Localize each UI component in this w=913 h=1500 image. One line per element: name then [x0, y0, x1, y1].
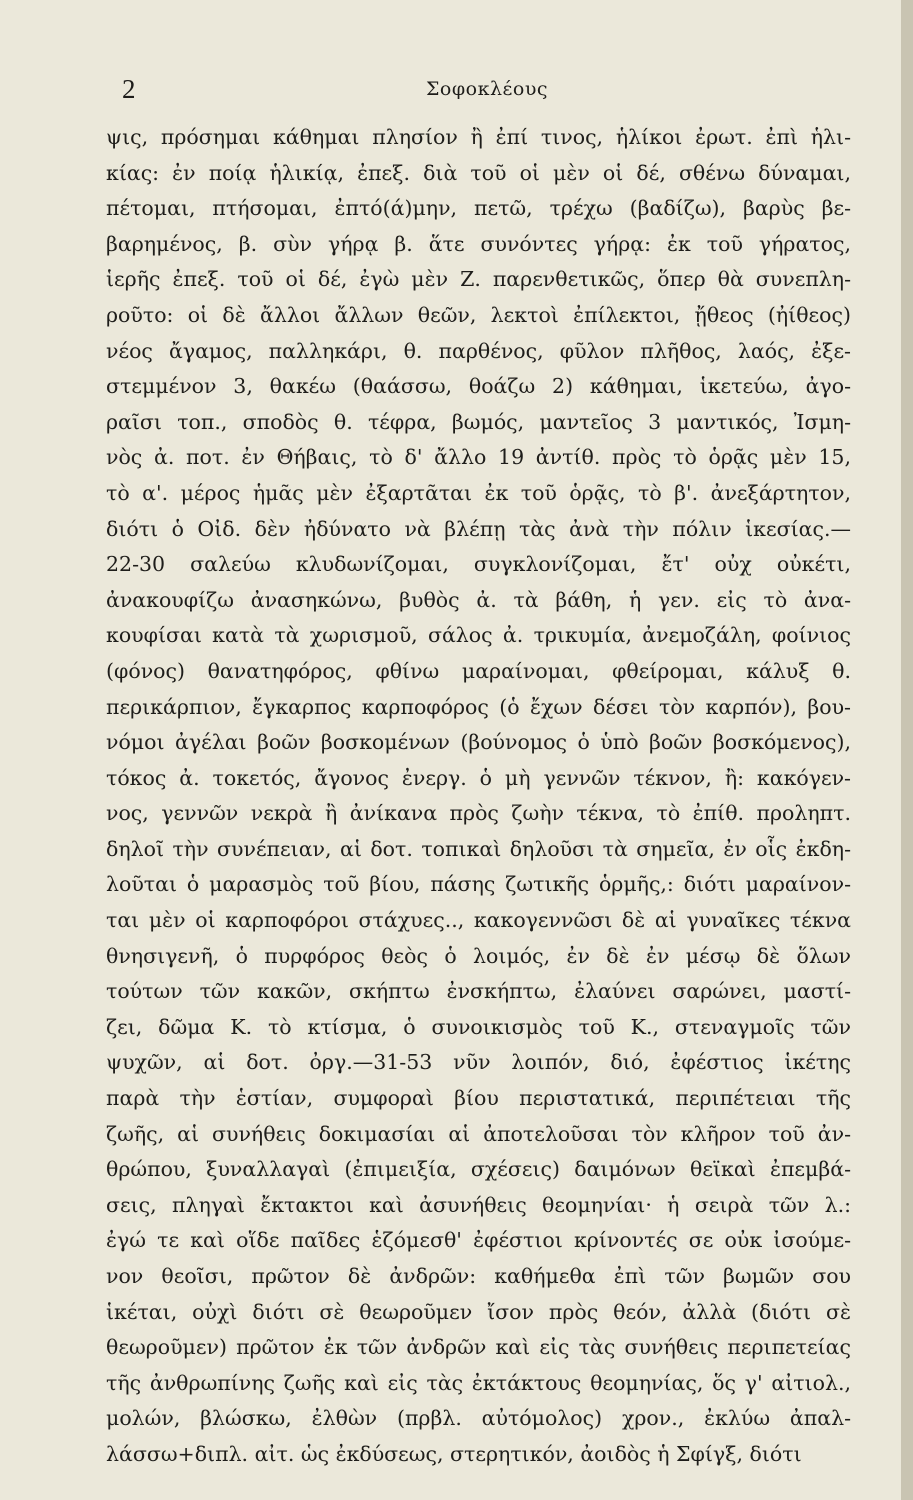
text-line: τὸ α'. μέρος ἡμᾶς μὲν ἐξαρτᾶται ἐκ τοῦ ὁρᾷς, τὸ β'. ἀνεξάρτητον,	[106, 480, 851, 505]
text-line: ψυχῶν, αἱ δοτ. ὀργ.—31-53 νῦν λοιπόν, διό, ἐφέστιος ἱκέτης	[106, 1050, 851, 1075]
text-line: λοῦται ὁ μαρασμὸς τοῦ βίου, πάσης ζωτικῆς ὁρμῆς,: διότι μαραίνον-	[106, 872, 851, 897]
text-line: πέτομαι, πτήσομαι, ἐπτό(ά)μην, πετῶ, τρέχω (βαδίζω), βαρὺς βε-	[106, 196, 851, 221]
commentary-text	[106, 120, 851, 1473]
text-line: ἱκέται, οὐχὶ διότι σὲ θεωροῦμεν ἴσον πρὸς θεόν, ἀλλὰ (διότι σὲ	[106, 1299, 851, 1324]
text-line: παρὰ τὴν ἑστίαν, συμφοραὶ βίου περιστατικά, περιπέτειαι τῆς	[106, 1086, 851, 1111]
page-header	[118, 74, 838, 110]
text-line: κουφίσαι κατὰ τὰ χωρισμοῦ, σάλος ἀ. τρικυμία, ἀνεμοζάλη, φοίνιος	[106, 623, 851, 648]
text-line: ἀνακουφίζω ἀνασηκώνω, βυθὸς ἀ. τὰ βάθη, ἡ γεν. εἰς τὸ ἀνα-	[106, 587, 851, 612]
text-line: νέος ἄγαμος, παλληκάρι, θ. παρθένος, φῦλον πλῆθος, λαός, ἐξε-	[106, 338, 851, 363]
text-line: ψις, πρόσημαι κάθημαι πλησίον ἢ ἐπί τινος, ἡλίκοι ἐρωτ. ἐπὶ ἡλι-	[106, 125, 851, 149]
text-line: κίας: ἐν ποίᾳ ἡλικίᾳ, ἐπεξ. διὰ τοῦ οἱ μὲν οἱ δέ, σθένω δύναμαι,	[106, 160, 851, 185]
text-line: θνησιγενῆ, ὁ πυρφόρος θεὸς ὁ λοιμός, ἐν δὲ ἐν μέσῳ δὲ ὅλων	[106, 943, 851, 968]
running-title: Σοφοκλέους	[426, 78, 549, 100]
text-line: θεωροῦμεν) πρῶτον ἐκ τῶν ἀνδρῶν καὶ εἰς τὰς συνήθεις περιπετείας	[106, 1335, 851, 1360]
text-line: νον θεοῖσι, πρῶτον δὲ ἀνδρῶν: καθήμεθα ἐπὶ τῶν βωμῶν σου	[106, 1264, 851, 1288]
text-line: περικάρπιον, ἔγκαρπος καρποφόρος (ὁ ἔχων δέσει τὸν καρπόν), βου-	[106, 694, 851, 719]
text-line: τόκος ἀ. τοκετός, ἄγονος ἐνεργ. ὁ μὴ γεννῶν τέκνον, ἢ: κακόγεν-	[106, 765, 851, 790]
text-line: ται μὲν οἱ καρποφόροι στάχυες.., κακογεννῶσι δὲ αἱ γυναῖκες τέκνα	[106, 908, 851, 933]
page-number: 2	[122, 74, 136, 104]
text-line: (φόνος) θανατηφόρος, φθίνω μαραίνομαι, φθείρομαι, κάλυξ θ.	[106, 658, 851, 683]
text-line: τούτων τῶν κακῶν, σκήπτω ἐνσκήπτω, ἐλαύνει σαρώνει, μαστί-	[106, 979, 851, 1004]
text-line: βαρημένος, β. σὺν γήρᾳ β. ἅτε συνόντες γήρᾳ: ἐκ τοῦ γήρατος,	[106, 231, 851, 256]
text-line: ζει, δῶμα Κ. τὸ κτίσμα, ὁ συνοικισμὸς τοῦ Κ., στεναγμοῖς τῶν	[106, 1014, 851, 1039]
text-line: νόμοι ἀγέλαι βοῶν βοσκομένων (βούνομος ὁ ὑπὸ βοῶν βοσκόμενος),	[106, 730, 851, 755]
text-line: ἱερῆς ἐπεξ. τοῦ οἱ δέ, ἐγὼ μὲν Ζ. παρενθετικῶς, ὅπερ θὰ συνεπλη-	[106, 267, 851, 292]
text-line: λάσσω+διπλ. αἰτ. ὡς ἐκδύσεως, στερητικόν, ἀοιδὸς ἡ Σφίγξ, διότι	[106, 1441, 802, 1466]
text-line: 22-30 σαλεύω κλυδωνίζομαι, συγκλονίζομαι, ἔτ' οὐχ οὐκέτι,	[106, 552, 851, 577]
text-line: ραῖσι τοπ., σποδὸς θ. τέφρα, βωμός, μαντεῖος 3 μαντικός, Ἰσμη-	[106, 409, 851, 434]
text-line: νος, γεννῶν νεκρὰ ἢ ἀνίκανα πρὸς ζωὴν τέκνα, τὸ ἐπίθ. προληπτ.	[106, 801, 851, 826]
text-line: ροῦτο: οἱ δὲ ἄλλοι ἄλλων θεῶν, λεκτοὶ ἐπίλεκτοι, ᾔθεος (ἠίθεος)	[106, 302, 851, 327]
text-line: ζωῆς, αἱ συνήθεις δοκιμασίαι αἱ ἀποτελοῦσαι τὸν κλῆρον τοῦ ἀν-	[106, 1121, 851, 1146]
text-line: στεμμένον 3, θακέω (θαάσσω, θοάζω 2) κάθημαι, ἱκετεύω, ἀγο-	[106, 374, 851, 399]
text-line: δηλοῖ τὴν συνέπειαν, αἱ δοτ. τοπικαὶ δηλοῦσι τὰ σημεῖα, ἐν οἷς ἐκδη-	[106, 836, 851, 861]
page-edge	[901, 0, 913, 1500]
text-line: ἐγώ τε καὶ οἵδε παῖδες ἑζόμεσθ' ἐφέστιοι κρίνοντές σε οὐκ ἰσούμε-	[106, 1228, 851, 1253]
text-line: διότι ὁ Οἰδ. δὲν ἠδύνατο νὰ βλέπῃ τὰς ἀνὰ τὴν πόλιν ἱκεσίας.—	[106, 516, 851, 541]
text-line: θρώπου, ξυναλλαγαὶ (ἐπιμειξία, σχέσεις) δαιμόνων θεϊκαὶ ἐπεμβά-	[106, 1157, 851, 1182]
text-line: νὸς ἀ. ποτ. ἐν Θήβαις, τὸ δ' ἄλλο 19 ἀντίθ. πρὸς τὸ ὁρᾷς μὲν 15,	[106, 445, 851, 470]
text-line: μολών, βλώσκω, ἐλθὼν (πρβλ. αὐτόμολος) χρον., ἐκλύω ἀπαλ-	[106, 1406, 851, 1431]
text-line: τῆς ἀνθρωπίνης ζωῆς καὶ εἰς τὰς ἐκτάκτους θεομηνίας, ὅς γ' αἰτιολ.,	[106, 1370, 851, 1395]
text-line: σεις, πληγαὶ ἔκτακτοι καὶ ἀσυνήθεις θεομηνίαι· ἡ σειρὰ τῶν λ.:	[106, 1192, 851, 1217]
